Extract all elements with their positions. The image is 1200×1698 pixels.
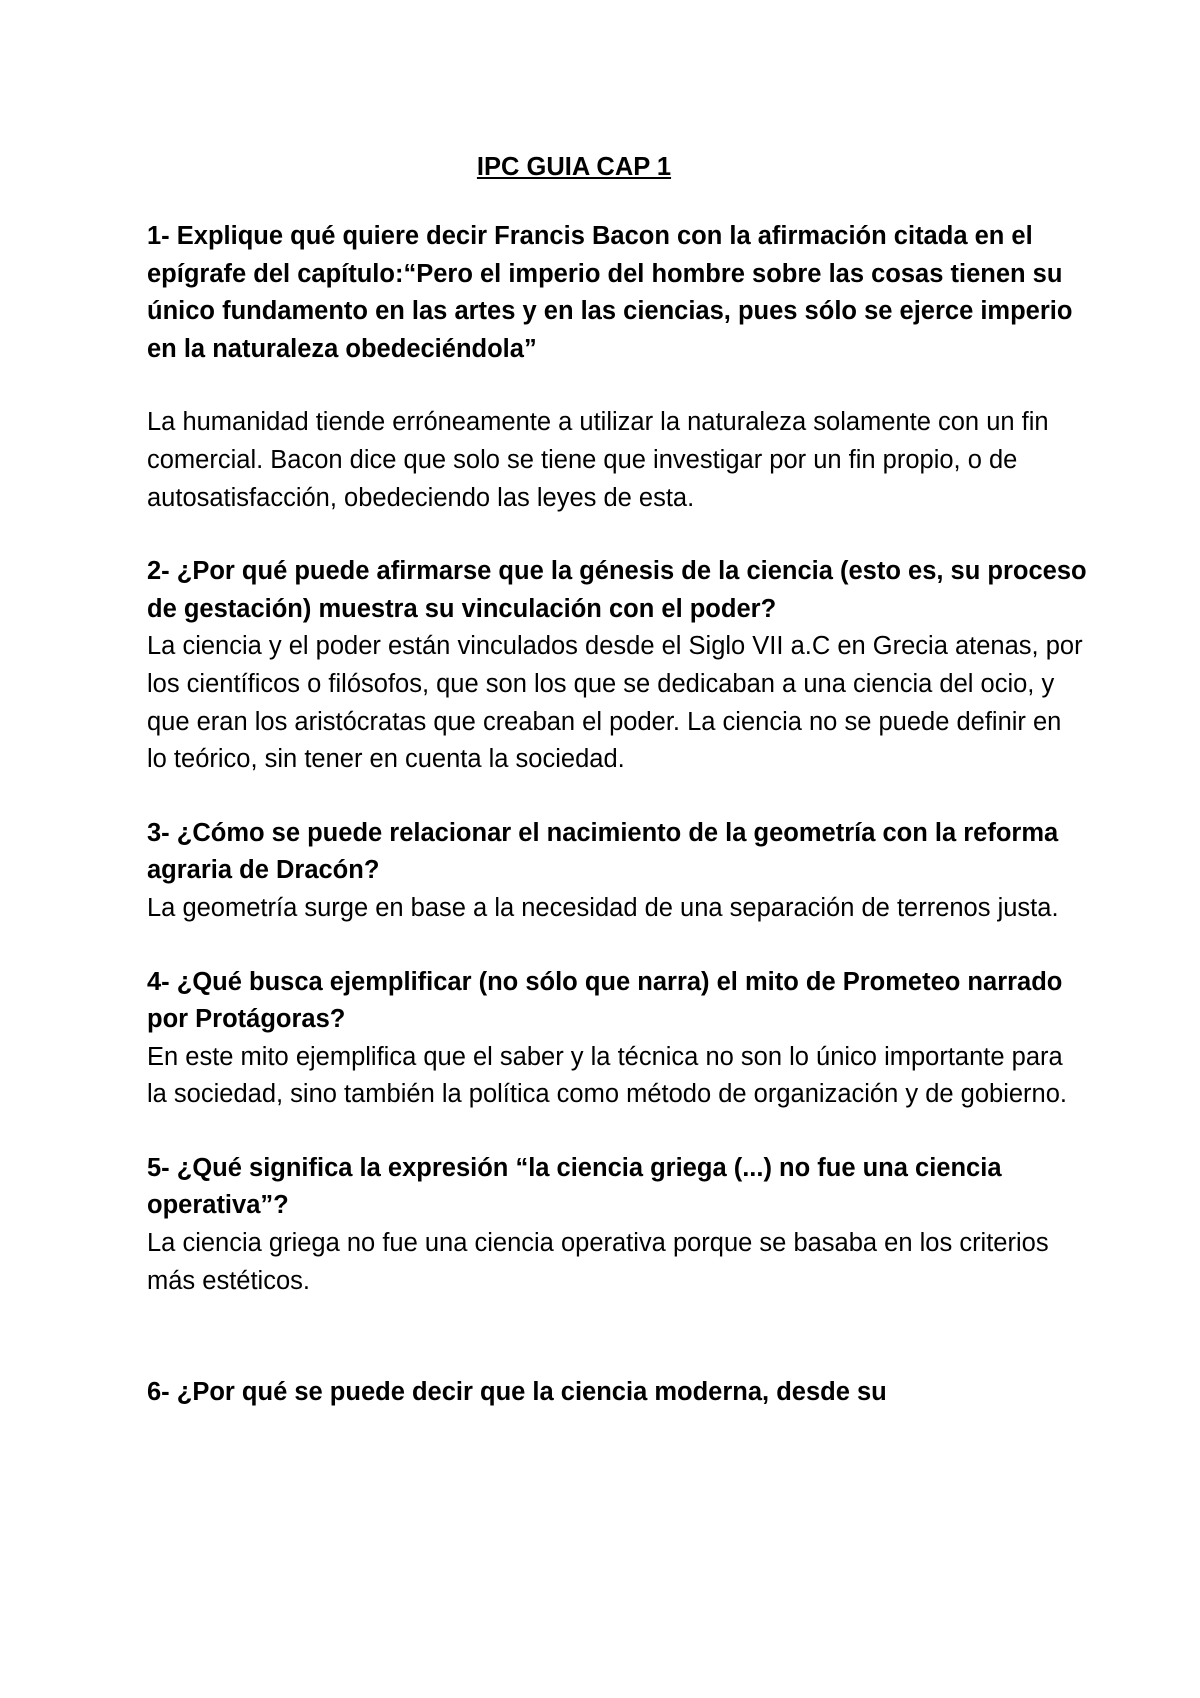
question-5: 5- ¿Qué significa la expresión “la ciencia griega (...) no fue una ciencia operativa”? — [147, 1153, 1002, 1220]
spacer — [147, 1300, 1087, 1374]
question-item-5 — [147, 1150, 1087, 1300]
answer-2: La ciencia y el poder están vinculados desde el Siglo VII a.C en Grecia atenas, por los científicos o filósofos, que son los que se dedicaban a una ciencia del ocio, y que eran los aristócratas que creaban el poder. La ciencia no se puede definir en lo teórico, sin tener en cuenta la sociedad. — [147, 632, 1083, 774]
spacer — [147, 779, 1087, 815]
answer-4: En este mito ejemplifica que el saber y la técnica no son lo único importante para la sociedad, sino también la política como método de organización y de gobierno. — [147, 1042, 1067, 1109]
answer-1: La humanidad tiende erróneamente a utilizar la naturaleza solamente con un fin comercial. Bacon dice que solo se tiene que investigar por un fin propio, o de autosatisfacción, obedeciendo las leyes de esta. — [147, 408, 1049, 512]
spacer — [147, 517, 1087, 553]
spacer — [147, 928, 1087, 964]
document-title: IPC GUIA CAP 1 — [476, 153, 672, 181]
question-item-4 — [147, 964, 1087, 1114]
spacer — [147, 1114, 1087, 1150]
question-1: 1- Explique qué quiere decir Francis Bacon con la afirmación citada en el epígrafe del capítulo:“Pero el imperio del hombre sobre las cosas tienen su único fundamento en las artes y en las ciencias, pues sólo se ejerce imperio en la naturaleza obedeciéndola” — [147, 222, 1073, 363]
question-4: 4- ¿Qué busca ejemplificar (no sólo que narra) el mito de Prometeo narrado por Protágoras? — [147, 967, 1063, 1034]
question-item-2 — [147, 553, 1087, 779]
answer-3: La geometría surge en base a la necesidad de una separación de terrenos justa. — [147, 893, 1059, 922]
answer-5: La ciencia griega no fue una ciencia operativa porque se basaba en los criterios más estéticos. — [147, 1229, 1049, 1295]
question-3: 3- ¿Cómo se puede relacionar el nacimiento de la geometría con la reforma agraria de Dracón? — [147, 818, 1059, 885]
question-6: 6- ¿Por qué se puede decir que la ciencia moderna, desde su — [147, 1378, 887, 1407]
question-item-3 — [147, 815, 1087, 928]
question-item-6 — [147, 1374, 1087, 1412]
document-body — [147, 218, 1087, 1412]
question-item-1 — [147, 218, 1087, 517]
question-2: 2- ¿Por qué puede afirmarse que la génesis de la ciencia (esto es, su proceso de gestación) muestra su vinculación con el poder? — [147, 557, 1087, 623]
